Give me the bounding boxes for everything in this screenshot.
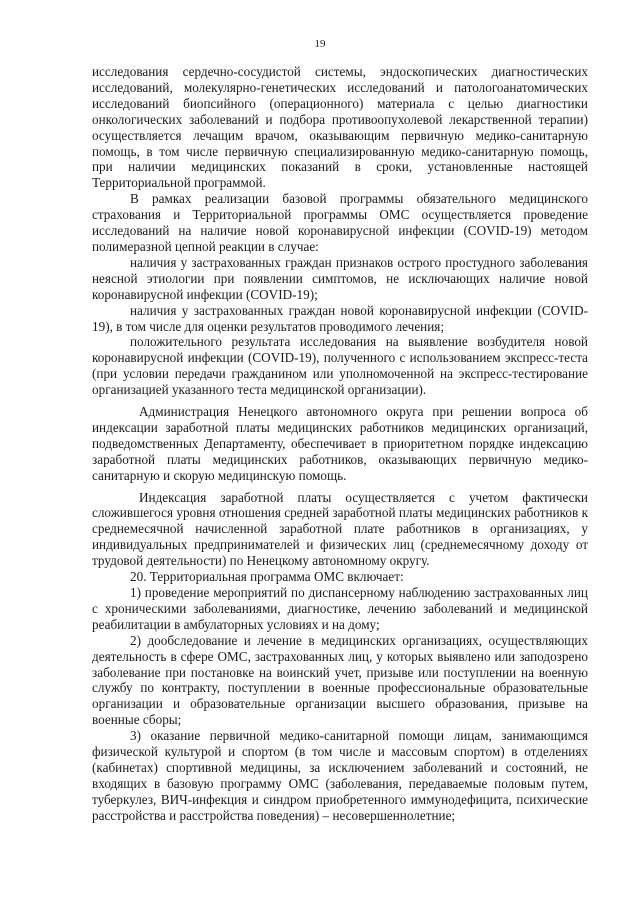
paragraph-continuation: исследования сердечно-сосудистой системы, эндоскопических диагностических исследований, молекулярно-генетических исследований и патологоанатомических исследований биопсийного (операционного) материала с целью диагностики онкологических заболеваний и подбора противоопухолевой лекарственной терапии) осуществляется лечащим врачом, оказывающим первичную медико-санитарную помощь, в том числе первичную специализированную медико-санитарную помощь, при наличии медицинских показаний в сроки, установленные настоящей Территориальной программой. (92, 64, 588, 191)
section-heading-20: 20. Территориальная программа ОМС включает: (130, 569, 404, 585)
paragraph-omc-covid-testing: В рамках реализации базовой программы обязательного медицинского страхования и Территориальной программы ОМС осуществляется проведение исследований на наличие новой коронавирусной инфекции (COVID-19) методом полимеразной цепной реакции в случае: (92, 191, 588, 254)
paragraph-case-symptoms: наличия у застрахованных граждан признаков острого простудного заболевания неясной этиологии при появлении симптомов, не исключающих наличие новой коронавирусной инфекции (COVID-19); (92, 254, 588, 302)
document-body (92, 64, 588, 824)
list-item-1: 1) проведение мероприятий по диспансерному наблюдению застрахованных лиц с хроническими заболеваниями, диагностике, лечению заболеваний и медицинской реабилитации в амбулаторных условиях и на дому; (92, 585, 588, 632)
list-item-2: 2) дообследование и лечение в медицинских организациях, осуществляющих деятельность в сфере ОМС, застрахованных лиц, у которых выявлено или заподозрено заболевание при постановке на воинский учет, призыве или поступлении на военную службу по контракту, поступлении в военные профессиональные образовательные организации и образовательные организации высшего образования, призыве на военные сборы; (92, 632, 588, 728)
paragraph-case-express-test: положительного результата исследования на выявление возбудителя новой коронавирусной инфекции (COVID-19), полученного с использованием экспресс-теста (при условии передачи гражданином или уполномоченной на экспресс-тестирование организацией указанного теста медицинской организации). (92, 334, 588, 398)
page-number: 19 (314, 38, 326, 50)
paragraph-salary-indexation-administration: Администрация Ненецкого автономного округа при решении вопроса об индексации заработной платы медицинских работников медицинских организаций, подведомственных Департаменту, обеспечивает в приоритетном порядке индексацию заработной платы медицинских работников, оказывающих первичную медико-санитарную и скорую медицинскую помощь. (92, 404, 588, 483)
paragraph-case-infection: наличия у застрахованных граждан новой коронавирусной инфекции (COVID-19), в том числе для оценки результатов проводимого лечения; (92, 302, 588, 334)
list-item-3: 3) оказание первичной медико-санитарной помощи лицам, занимающимся физической культурой и спортом (в том числе и массовым спортом) в отделениях (кабинетах) спортивной медицины, за исключением заболеваний и состояний, не входящих в базовую программу ОМС (заболевания, передаваемые половым путем, туберкулез, ВИЧ-инфекция и синдром приобретенного иммунодефицита, психические расстройства и расстройства поведения) – несовершеннолетние; (92, 728, 588, 823)
paragraph-salary-indexation-level: Индексация заработной платы осуществляется с учетом фактически сложившегося уровня отношения средней заработной платы медицинских работников к среднемесячной начисленной заработной плате работников в организациях, у индивидуальных предпринимателей и физических лиц (среднемесячному доходу от трудовой деятельности) по Ненецкому автономному округу. (92, 489, 588, 569)
